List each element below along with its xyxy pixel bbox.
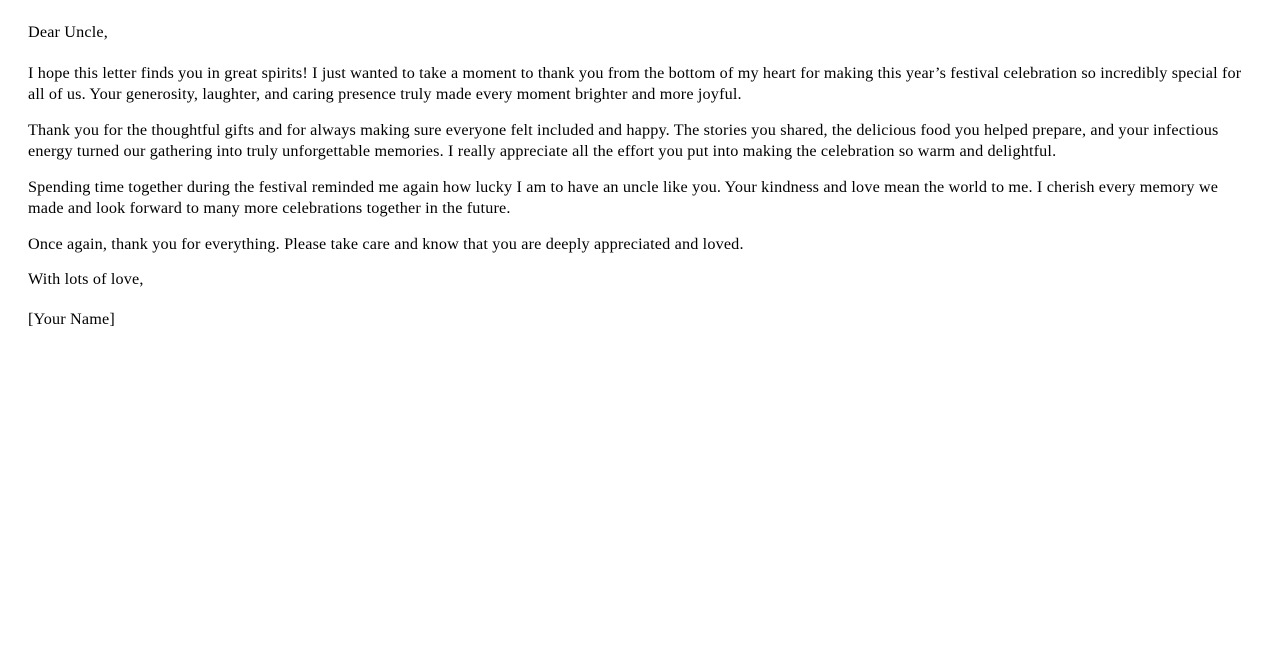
letter-paragraph-3: Spending time together during the festival reminded me again how lucky I am to have an uncle like you. Your kindness and love mean the world to me. I cherish every memory we made and look forward to many more celebrations together in the future.: [28, 177, 1219, 218]
letter-closing: With lots of love,: [28, 270, 144, 289]
letter-body: [28, 22, 1242, 330]
letter-paragraph-1: I hope this letter finds you in great spirits! I just wanted to take a moment to thank you from the bottom of my heart for making this year’s festival celebration so incredibly special for all of us. Your generosity, laughter, and caring presence truly made every moment brighter and more joyful.: [28, 63, 1242, 104]
letter-paragraph-4: Once again, thank you for everything. Please take care and know that you are deeply appreciated and loved.: [28, 234, 744, 253]
letter-paragraph-2: Thank you for the thoughtful gifts and for always making sure everyone felt included and happy. The stories you shared, the delicious food you helped prepare, and your infectious energy turned our gathering into truly unforgettable memories. I really appreciate all the effort you put into making the celebration so warm and delightful.: [28, 120, 1219, 161]
letter-salutation: Dear Uncle,: [28, 23, 108, 41]
letter-signature: [Your Name]: [28, 309, 115, 328]
